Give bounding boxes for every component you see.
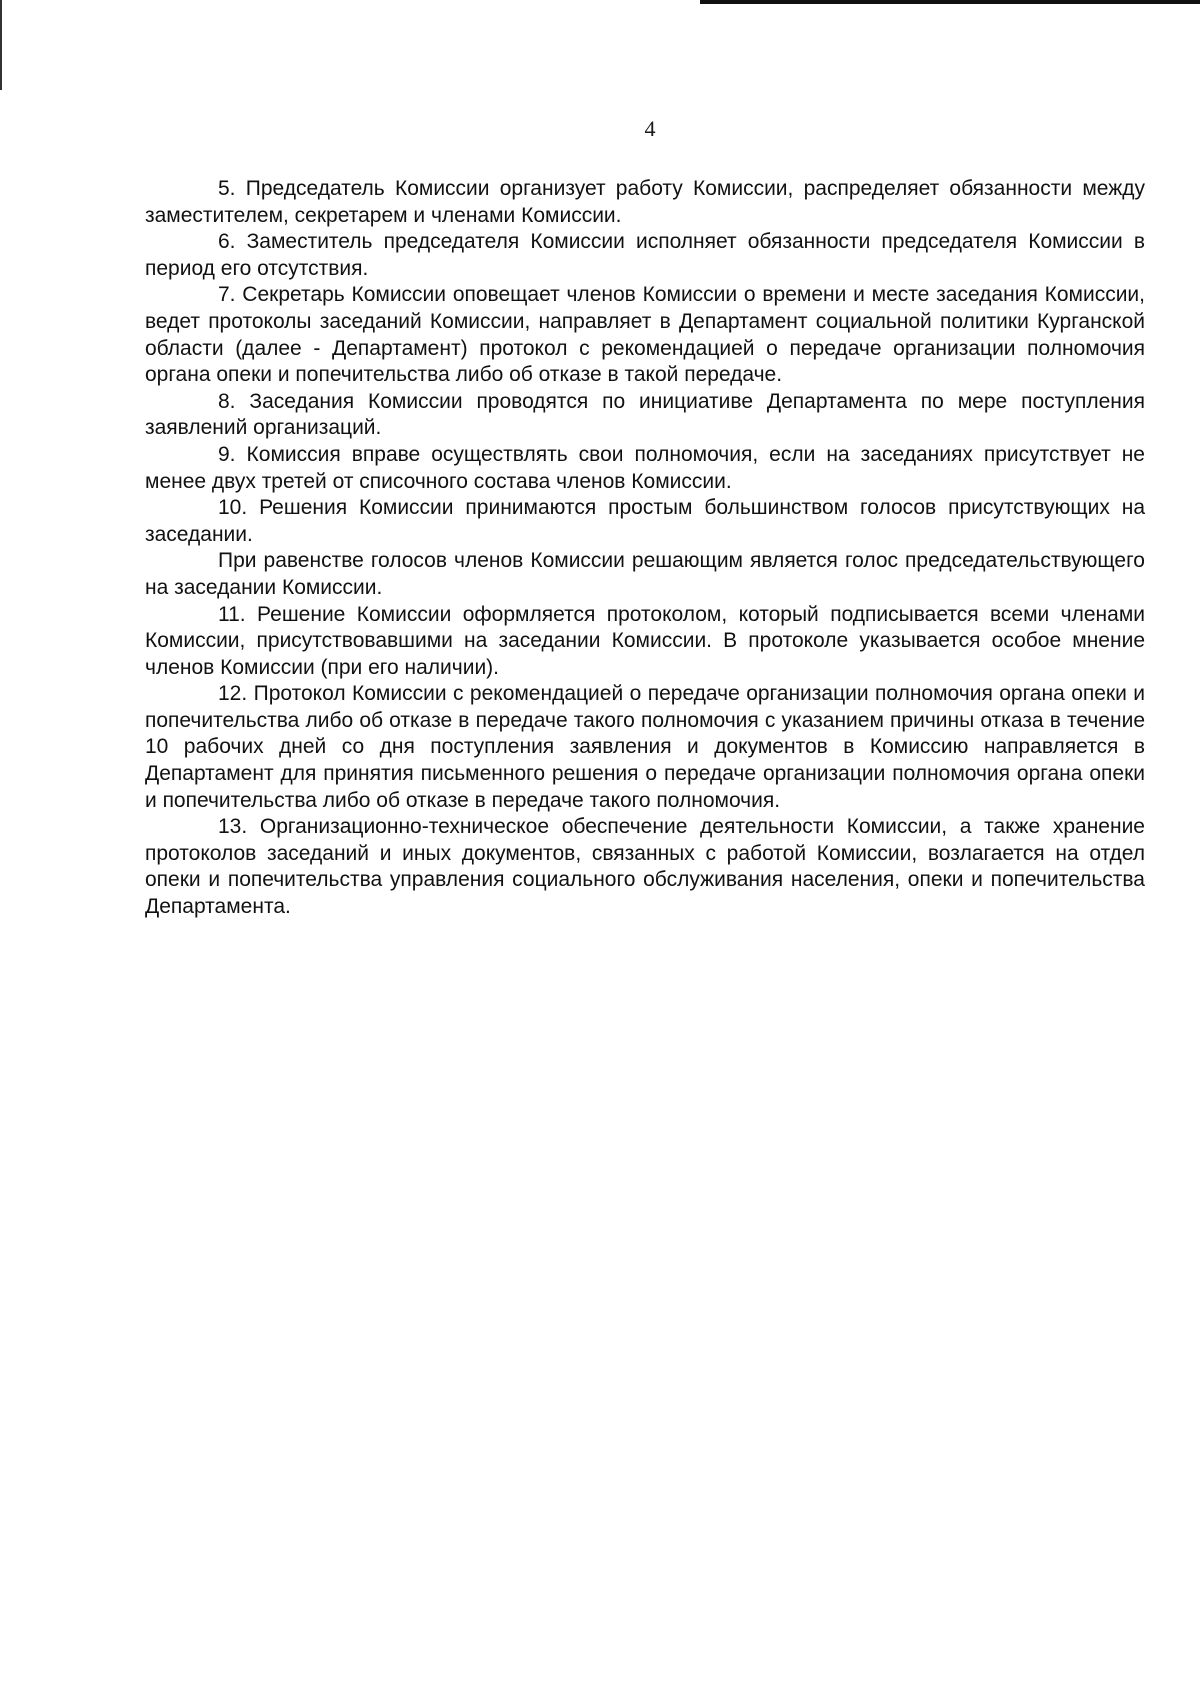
paragraph-8: 8. Заседания Комиссии проводятся по инициативе Департамента по мере поступления заявлений организаций.: [145, 389, 1145, 440]
document-body: [145, 176, 1145, 921]
paragraph-5: 5. Председатель Комиссии организует работу Комиссии, распределяет обязанности между заместителем, секретарем и членами Комиссии.: [145, 177, 1145, 227]
paragraph-10: 10. Решения Комиссии принимаются простым большинством голосов присутствующих на заседании.: [145, 496, 1145, 546]
paragraph-6: 6. Заместитель председателя Комиссии исполняет обязанности председателя Комиссии в период его отсутствия.: [145, 230, 1145, 280]
scan-edge-mark-top: [700, 0, 1200, 4]
paragraph-10-continued: При равенстве голосов членов Комиссии решающим является голос председательствующего на заседании Комиссии.: [145, 549, 1145, 599]
paragraph-7: 7. Секретарь Комиссии оповещает членов Комиссии о времени и месте заседания Комиссии, ведет протоколы заседаний Комиссии, направляет в Департамент социальной политики Курганской области (далее - Департамент) протокол с рекомендацией о передаче организации полномочия органа опеки и попечительства либо об отказе в такой передаче.: [145, 283, 1145, 387]
paragraph-13: 13. Организационно-техническое обеспечение деятельности Комиссии, а также хранение протоколов заседаний и иных документов, связанных с работой Комиссии, возлагается на отдел опеки и попечительства управления социального обслуживания населения, опеки и попечительства Департамента.: [145, 815, 1145, 919]
paragraph-11: 11. Решение Комиссии оформляется протоколом, который подписывается всеми членами Комиссии, присутствовавшими на заседании Комиссии. В протоколе указывается особое мнение членов Комиссии (при его наличии).: [145, 602, 1145, 679]
paragraph-12: 12. Протокол Комиссии с рекомендацией о передаче организации полномочия органа опеки и попечительства либо об отказе в передаче такого полномочия с указанием причины отказа в течение 10 рабочих дней со дня поступления заявления и документов в Комиссию направляется в Департамент для принятия письменного решения о передаче организации полномочия органа опеки и попечительства либо об отказе в передаче такого полномочия.: [145, 682, 1145, 812]
page-number: 4: [644, 116, 656, 141]
paragraph-9: 9. Комиссия вправе осуществлять свои полномочия, если на заседаниях присутствует не менее двух третей от списочного состава членов Комиссии.: [145, 442, 1145, 493]
scan-edge-mark-left: [0, 0, 2, 90]
